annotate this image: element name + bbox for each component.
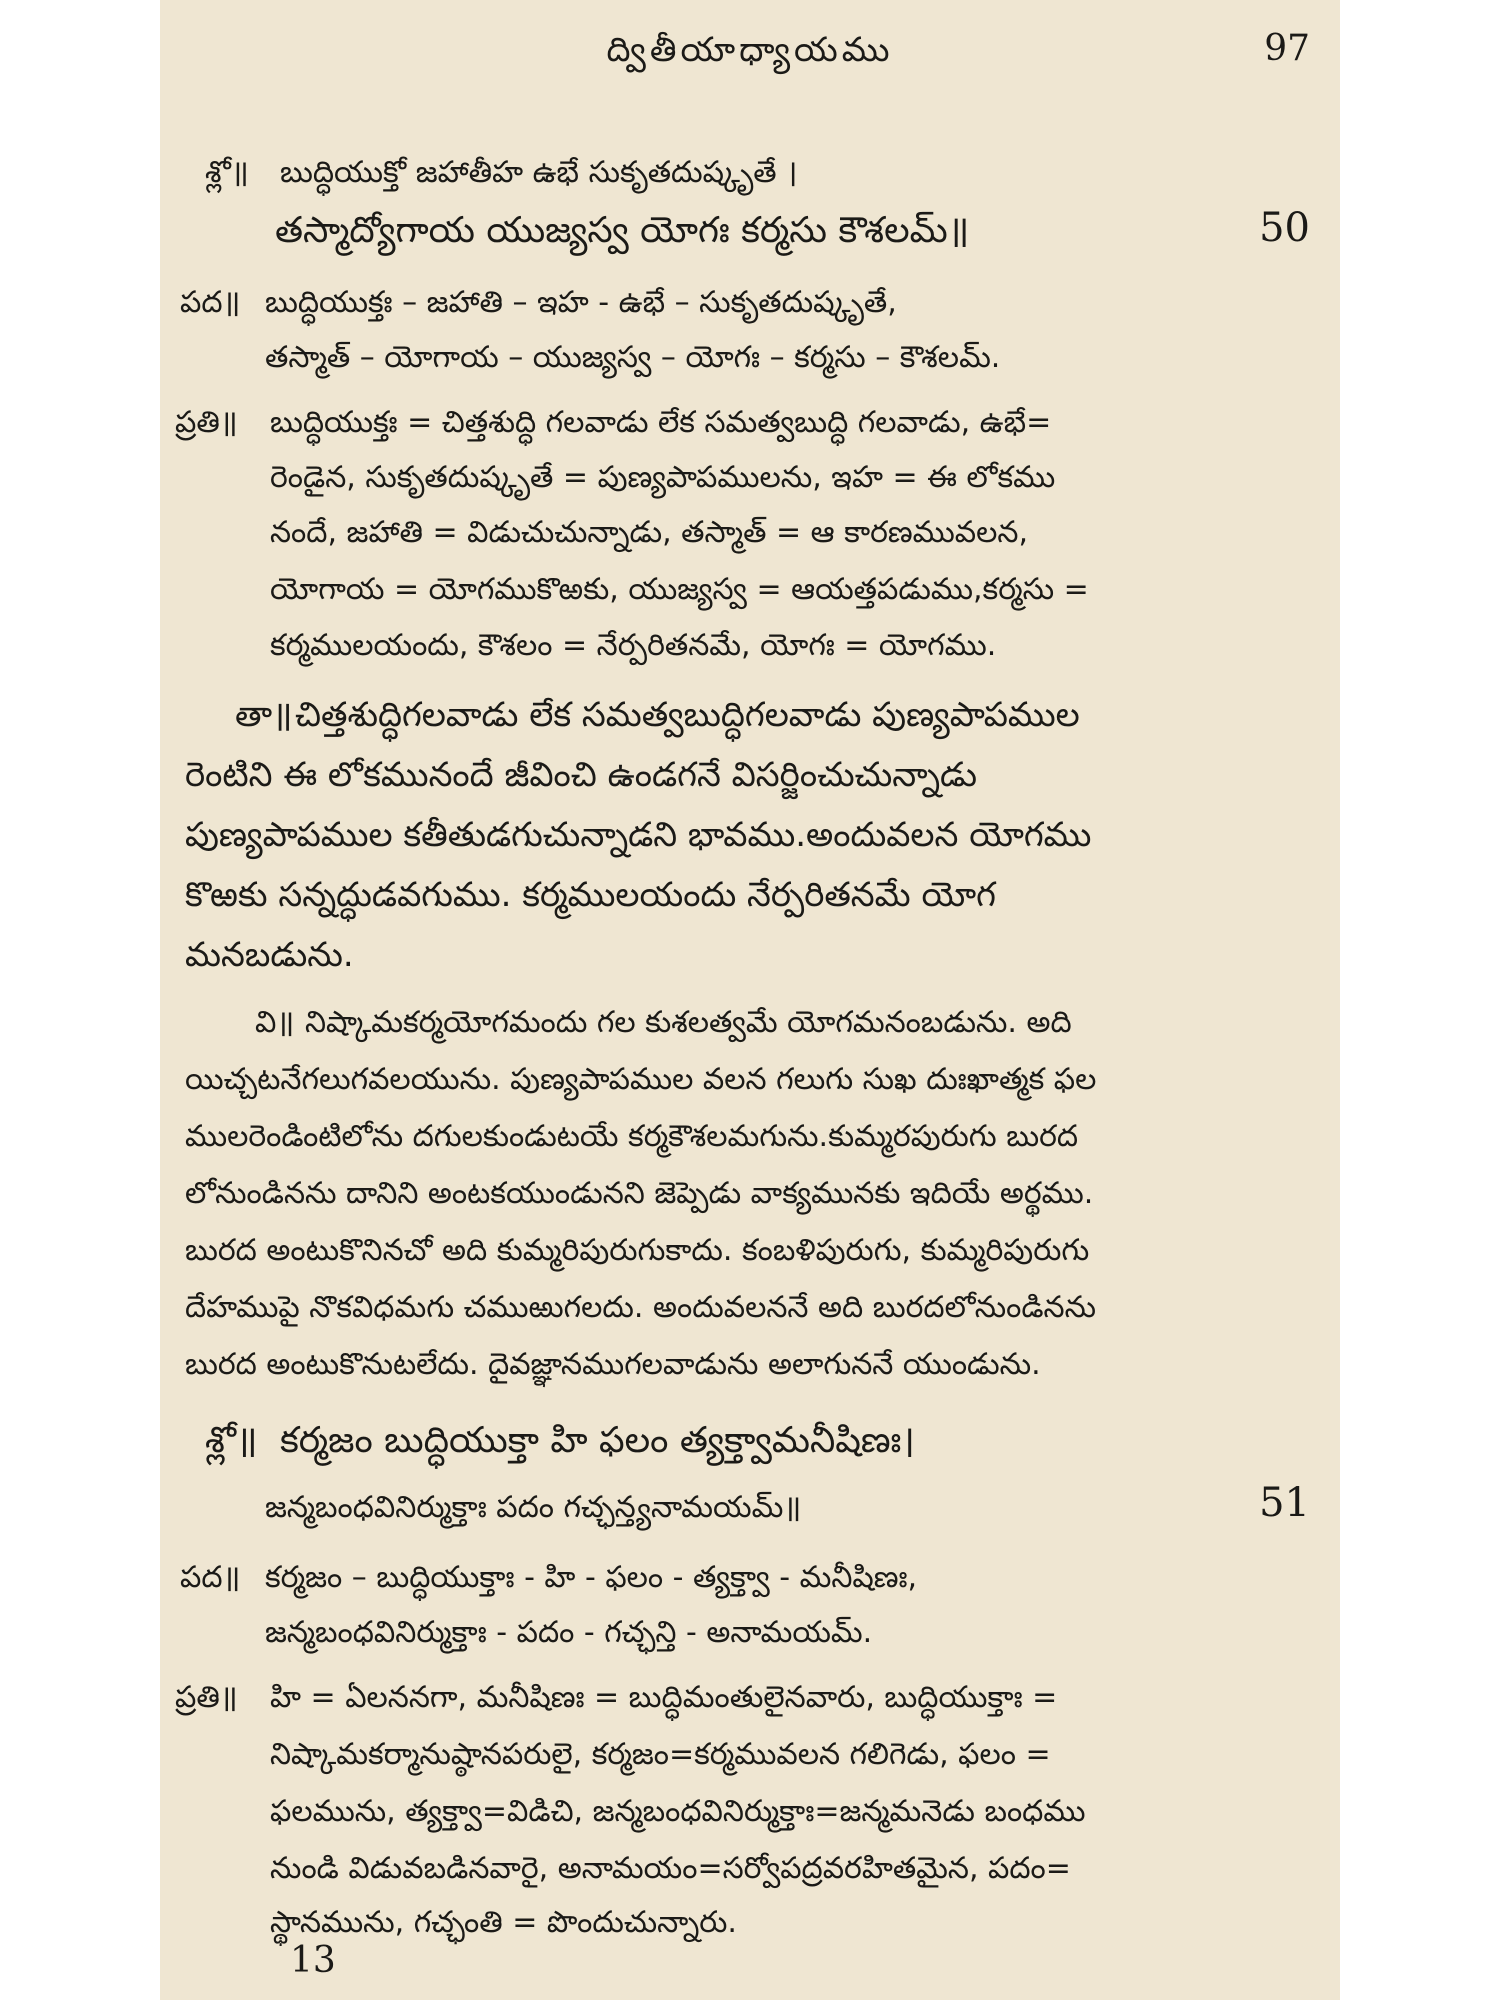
prati-text: హి = ఏలననగా, మనీషిణః = బుద్ధిమంతులైనవారు, బుద్ధియుక్తాః =	[270, 1680, 1058, 1715]
verse-text: కర్మజం బుద్ధియుక్తా హి ఫలం త్యక్త్వామనీషిణః।	[280, 1420, 915, 1461]
tatparya-50-line-2: రెంటిని ఈ లోకమునందే జీవించి ఉండగనే విసర్జించుచున్నాడు	[185, 755, 977, 795]
chapter-title: ద్వితీయాధ్యాయము	[606, 30, 894, 70]
tatparya-label: తా॥	[235, 695, 293, 735]
vivarana-50-line-2: యిచ్చటనేగలుగవలయును. పుణ్యపాపముల వలన గలుగు సుఖ దుఃఖాత్మక ఫల	[185, 1062, 1097, 1097]
prati-label: ప్రతి॥	[175, 405, 238, 440]
verse-label: శ్లో॥	[205, 155, 249, 190]
pada-50-line-2: తస్మాత్ – యోగాయ – యుజ్యస్వ – యోగః – కర్మసు – కౌశలమ్.	[265, 340, 1001, 375]
verse-number-50: 50	[1259, 205, 1310, 251]
vivarana-50-line-6: దేహముపై నొకవిధమగు చముఱుగలదు. అందువలననే అది బురదలోనుండినను	[185, 1290, 1097, 1325]
tatparya-50-line-5: మనబడును.	[185, 935, 354, 975]
prati-text: బుద్ధియుక్తః = చిత్తశుద్ధి గలవాడు లేక సమత్వబుద్ధి గలవాడు, ఉభే=	[270, 405, 1052, 440]
verse-50-line-2: తస్మాద్యోగాయ యుజ్యస్వ యోగః కర్మసు కౌశలమ్॥	[275, 210, 970, 251]
verse-number-51: 51	[1259, 1480, 1310, 1526]
prati-51-line-3: ఫలమును, త్యక్త్వా=విడిచి, జన్మబంధవినిర్ముక్తాః=జన్మమనెడు బంధము	[270, 1794, 1086, 1829]
prati-51-line-5: స్థానమును, గచ్ఛంతి = పొందుచున్నారు.	[270, 1905, 737, 1940]
tatparya-50-line-3: పుణ్యపాపముల కతీతుడగుచున్నాడని భావము.అందువలన యోగము	[185, 815, 1092, 855]
vivarana-50-line-7: బురద అంటుకొనుటలేదు. దైవజ్ఞానముగలవాడును అలాగుననే యుండును.	[185, 1347, 1041, 1382]
prati-50-line-4: యోగాయ = యోగముకొఱకు, యుజ్యస్వ = ఆయత్తపడుము,కర్మసు =	[270, 572, 1089, 607]
pada-50-line-1	[180, 285, 897, 327]
pada-label: పద॥	[180, 285, 241, 320]
vivarana-50-line-3: ములరెండింటిలోను దగులకుండుటయే కర్మకౌశలమగును.కుమ్మరపురుగు బురద	[185, 1119, 1079, 1154]
pada-51-line-2: జన్మబంధవినిర్ముక్తాః - పదం - గచ్ఛన్తి - అనామయమ్.	[265, 1615, 873, 1650]
verse-51-line-1	[205, 1420, 915, 1470]
pada-51-line-1	[180, 1560, 917, 1602]
pada-label: పద॥	[180, 1560, 241, 1595]
prati-50-line-5: కర్మములయందు, కౌశలం = నేర్పరితనమే, యోగః = యోగము.	[270, 628, 997, 663]
prati-50-line-3: నందే, జహాతి = విడుచుచున్నాడు, తస్మాత్ = ఆ కారణమువలన,	[270, 515, 1028, 550]
prati-50-line-1	[175, 405, 1051, 447]
verse-text: బుద్ధియుక్తో జహాతీహ ఉభే సుకృతదుష్కృతే ।	[280, 155, 798, 190]
verse-51-line-2: జన్మబంధవినిర్ముక్తాః పదం గచ్ఛన్త్యనామయమ్॥	[265, 1490, 802, 1525]
prati-51-line-2: నిష్కామకర్మానుష్ఠానపరులై, కర్మజం=కర్మమువలన గలిగెడు, ఫలం =	[270, 1737, 1051, 1772]
vivarana-50-line-1	[255, 1005, 1072, 1047]
prati-50-line-2: రెండైన, సుకృతదుష్కృతే = పుణ్యపాపములను, ఇహ = ఈ లోకము	[270, 460, 1056, 495]
tatparya-50-line-1	[235, 695, 1080, 743]
tatparya-text: చిత్తశుద్ధిగలవాడు లేక సమత్వబుద్ధిగలవాడు పుణ్యపాపముల	[295, 695, 1080, 735]
page-number: 97	[1264, 28, 1310, 69]
verse-label: శ్లో॥	[205, 1420, 258, 1461]
vivarana-label: వి॥	[255, 1005, 295, 1040]
prati-51-line-4: నుండి విడువబడినవారై, అనామయం=సర్వోపద్రవరహితమైన, పదం=	[270, 1851, 1071, 1886]
book-page	[160, 0, 1340, 2000]
vivarana-50-line-5: బురద అంటుకొనినచో అది కుమ్మరిపురుగుకాదు. కంబళిపురుగు, కుమ్మరిపురుగు	[185, 1233, 1090, 1268]
tatparya-50-line-4: కొఱకు సన్నద్ధుడవగుము. కర్మములయందు నేర్పరితనమే యోగ	[185, 875, 996, 915]
signature-number: 13	[290, 1940, 336, 1981]
vivarana-text: నిష్కామకర్మయోగమందు గల కుశలత్వమే యోగమనంబడును. అది	[305, 1005, 1072, 1040]
vivarana-50-line-4: లోనుండినను దానిని అంటకయుండునని జెప్పెడు వాక్యమునకు ఇదియే అర్థము.	[185, 1176, 1094, 1211]
pada-text: కర్మజం – బుద్ధియుక్తాః - హి - ఫలం - త్యక్త్వా - మనీషిణః,	[265, 1560, 917, 1595]
prati-label: ప్రతి॥	[175, 1680, 238, 1715]
prati-51-line-1	[175, 1680, 1057, 1722]
verse-50-line-1	[205, 155, 798, 197]
pada-text: బుద్ధియుక్తః – జహాతి – ఇహ - ఉభే – సుకృతదుష్కృతే,	[265, 285, 897, 320]
